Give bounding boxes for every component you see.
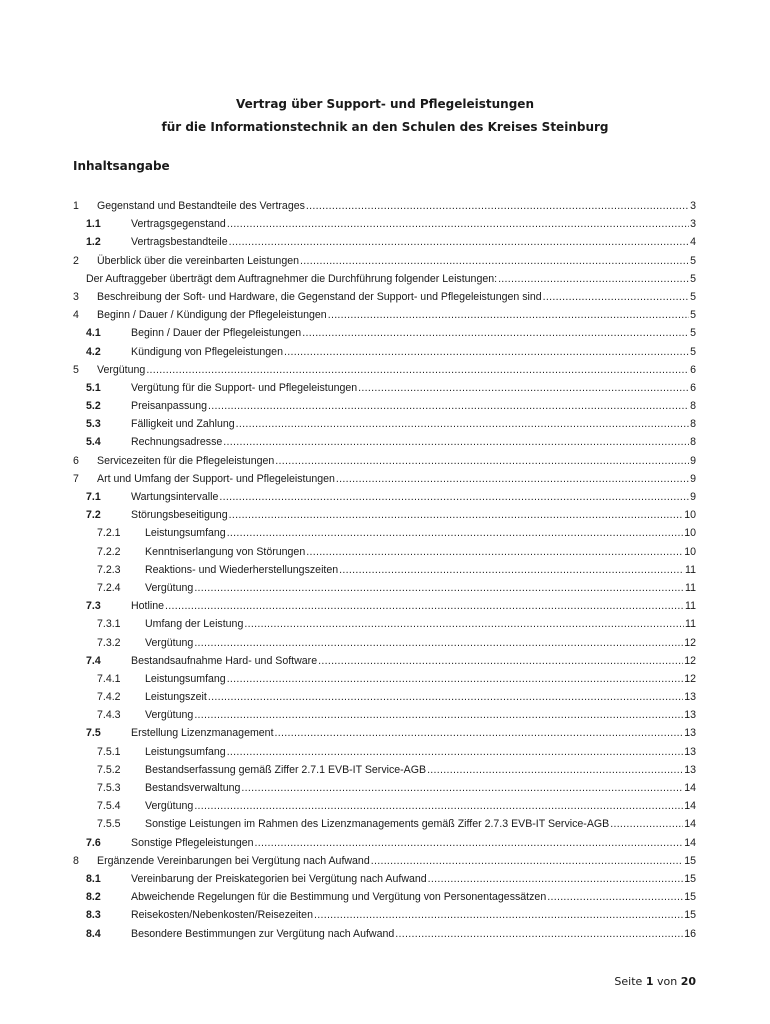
toc-entry-label: Abweichende Regelungen für die Bestimmung und Vergütung von Personentagessätzen (131, 891, 547, 904)
toc-entry-label: Überblick über die vereinbarten Leistungen (97, 254, 299, 267)
toc-entry-number: 7.5.1 (97, 745, 121, 758)
toc-entry-page: 9 (690, 491, 696, 503)
toc-entry-page: 14 (684, 800, 696, 813)
toc-entry-page: 13 (684, 709, 696, 722)
toc-entry-page: 15 (684, 854, 696, 867)
toc-entry-number: 7.3 (86, 600, 101, 613)
toc-entry-page: 6 (690, 381, 696, 394)
toc-leader-dots (146, 361, 689, 379)
toc-entry-page: 13 (684, 727, 696, 740)
toc-entry-label: Störungsbeseitigung (131, 509, 228, 522)
toc-entry-number: 7.5 (86, 727, 101, 740)
toc-entry-page: 8 (690, 436, 696, 449)
toc-entry-number: 1 (73, 200, 79, 212)
toc-entry-page: 5 (690, 309, 696, 322)
toc-entry[interactable] (0, 597, 770, 615)
toc-entry-number: 7.4 (86, 654, 101, 667)
toc-entry-number: 7.4.2 (97, 691, 121, 704)
toc-entry[interactable] (0, 415, 770, 433)
toc-entry[interactable] (0, 324, 770, 342)
toc-entry-number: 8.2 (86, 891, 101, 904)
toc-entry-page: 11 (685, 618, 696, 631)
toc-entry-number: 1.1 (86, 218, 101, 231)
toc-entry-label: Servicezeiten für die Pflegeleistungen (97, 454, 275, 467)
toc-leader-dots (314, 906, 683, 924)
toc-entry-page: 11 (685, 581, 696, 594)
toc-entry[interactable] (0, 815, 770, 833)
toc-entry[interactable] (0, 834, 770, 852)
toc-entry-number: 5.4 (86, 436, 101, 449)
toc-entry-number: 7.4.3 (97, 709, 121, 722)
toc-entry[interactable] (0, 743, 770, 761)
toc-entry[interactable] (0, 906, 770, 924)
toc-entry-page: 12 (684, 654, 696, 667)
toc-entry[interactable] (0, 888, 770, 906)
toc-leader-dots (194, 797, 683, 815)
toc-entry-page: 13 (684, 691, 696, 704)
toc-entry-number: 7.2.4 (97, 581, 121, 594)
toc-entry-label: Vergütung für die Support- und Pflegeleistungen (131, 381, 358, 394)
toc-entry-number: 4.2 (86, 345, 101, 358)
toc-entry-number: 7.2.1 (97, 527, 121, 540)
toc-entry[interactable] (0, 688, 770, 706)
toc-entry[interactable] (0, 197, 770, 215)
toc-entry-number: 7.2.2 (97, 545, 121, 558)
toc-leader-dots (229, 233, 690, 251)
toc-entry-label: Leistungszeit (145, 691, 207, 704)
toc-leader-dots (275, 724, 684, 742)
toc-entry[interactable] (0, 470, 770, 488)
toc-leader-dots (236, 415, 689, 433)
toc-entry[interactable] (0, 543, 770, 561)
toc-entry-page: 12 (684, 672, 696, 685)
toc-entry-page: 11 (685, 600, 696, 613)
toc-entry-number: 7.3.2 (97, 636, 121, 649)
toc-leader-dots (339, 561, 684, 579)
toc-entry[interactable] (0, 506, 770, 524)
toc-entry-label: Der Auftraggeber überträgt dem Auftragnehmer die Durchführung folgender Leistungen: (86, 272, 498, 285)
toc-entry-label: Vertragsbestandteile (131, 236, 228, 249)
toc-leader-dots (610, 815, 683, 833)
toc-entry[interactable] (0, 724, 770, 742)
toc-entry[interactable] (0, 706, 770, 724)
toc-leader-dots (395, 925, 683, 943)
toc-entry-label: Vereinbarung der Preiskategorien bei Vergütung nach Aufwand (131, 872, 427, 885)
page-footer (614, 975, 696, 988)
toc-entry-number: 7.5.3 (97, 782, 121, 794)
toc-entry[interactable] (0, 397, 770, 415)
footer-total-pages: 20 (680, 975, 696, 988)
toc-leader-dots (284, 343, 689, 361)
toc-entry-label: Gegenstand und Bestandteile des Vertrages (97, 200, 305, 212)
toc-entry-page: 10 (684, 509, 696, 522)
toc-entry-page: 5 (690, 272, 696, 285)
footer-prefix: Seite (614, 975, 643, 988)
toc-leader-dots (318, 652, 683, 670)
toc-entry-page: 9 (690, 454, 696, 467)
toc-entry[interactable] (0, 379, 770, 397)
toc-entry-label: Vergütung (145, 800, 194, 813)
toc-entry-number: 2 (73, 254, 79, 267)
toc-leader-dots (208, 397, 689, 415)
toc-entry-label: Beginn / Dauer der Pflegeleistungen (131, 327, 302, 340)
toc-leader-dots (275, 452, 689, 470)
toc-leader-dots (306, 197, 689, 215)
toc-entry-number: 8.4 (86, 927, 101, 940)
toc-entry-number: 7.5.2 (97, 763, 121, 776)
toc-leader-dots (219, 488, 689, 506)
toc-entry-label: Hotline (131, 600, 164, 613)
toc-leader-dots (229, 506, 684, 524)
toc-leader-dots (300, 252, 689, 270)
toc-entry-label: Vergütung (145, 709, 194, 722)
toc-entry-page: 14 (684, 836, 696, 849)
toc-entry-number: 7.2.3 (97, 563, 121, 576)
toc-leader-dots (227, 524, 684, 542)
toc-entry-number: 5 (73, 363, 79, 376)
toc-entry[interactable] (0, 561, 770, 579)
toc-entry-label: Reisekosten/Nebenkosten/Reisezeiten (131, 909, 313, 922)
toc-entry-label: Vergütung (97, 363, 146, 376)
table-of-contents (0, 197, 770, 943)
toc-entry-number: 8 (73, 854, 79, 867)
footer-separator: von (656, 975, 678, 988)
toc-leader-dots (223, 433, 689, 451)
toc-entry-label: Erstellung Lizenzmanagement (131, 727, 274, 740)
toc-entry-label: Reaktions- und Wiederherstellungszeiten (145, 563, 339, 576)
toc-entry[interactable] (0, 488, 770, 506)
toc-entry-number: 5.1 (86, 381, 101, 394)
toc-entry-number: 7.5.5 (97, 818, 121, 831)
toc-entry-label: Wartungsintervalle (131, 491, 219, 503)
toc-entry[interactable] (0, 343, 770, 361)
footer-current-page: 1 (645, 975, 654, 988)
toc-entry-page: 13 (684, 745, 696, 758)
toc-entry-label: Bestandsverwaltung (145, 782, 241, 794)
toc-entry-number: 7 (73, 472, 79, 485)
toc-entry[interactable] (0, 361, 770, 379)
toc-leader-dots (547, 888, 683, 906)
toc-entry-page: 10 (684, 545, 696, 558)
toc-entry[interactable] (0, 797, 770, 815)
toc-leader-dots (371, 852, 683, 870)
toc-entry-label: Beginn / Dauer / Kündigung der Pflegeleistungen (97, 309, 327, 322)
toc-entry-number: 5.3 (86, 418, 101, 431)
document-title-line2: für die Informationstechnik an den Schulen des Kreises Steinburg (161, 120, 609, 134)
toc-entry-page: 5 (690, 327, 696, 340)
toc-entry-number: 8.3 (86, 909, 101, 922)
toc-entry-page: 5 (690, 345, 696, 358)
toc-entry-label: Bestandserfassung gemäß Ziffer 2.7.1 EVB-IT Service-AGB (145, 763, 427, 776)
toc-entry[interactable] (0, 925, 770, 943)
toc-leader-dots (358, 379, 689, 397)
toc-leader-dots (498, 270, 689, 288)
toc-entry-page: 6 (690, 363, 696, 376)
toc-entry-number: 1.2 (86, 236, 101, 249)
toc-entry-label: Leistungsumfang (145, 672, 226, 685)
toc-entry[interactable] (0, 288, 770, 306)
toc-entry-page: 14 (684, 818, 696, 831)
toc-entry-label: Ergänzende Vereinbarungen bei Vergütung nach Aufwand (97, 854, 370, 867)
toc-entry-page: 3 (690, 218, 696, 231)
toc-leader-dots (244, 615, 684, 633)
toc-entry-number: 7.1 (86, 491, 101, 503)
toc-leader-dots (543, 288, 689, 306)
toc-entry-number: 7.2 (86, 509, 101, 522)
toc-leader-dots (194, 634, 683, 652)
toc-leader-dots (302, 324, 689, 342)
toc-entry[interactable] (0, 761, 770, 779)
toc-leader-dots (427, 761, 683, 779)
toc-leader-dots (227, 670, 684, 688)
toc-entry-number: 7.3.1 (97, 618, 121, 631)
toc-entry-page: 15 (684, 891, 696, 904)
toc-leader-dots (194, 579, 684, 597)
toc-entry-page: 14 (684, 782, 696, 794)
toc-entry-label: Beschreibung der Soft- und Hardware, die Gegenstand der Support- und Pflegeleistungen sind (97, 290, 542, 303)
toc-entry-page: 5 (690, 254, 696, 267)
toc-leader-dots (428, 870, 684, 888)
toc-entry-label: Kündigung von Pflegeleistungen (131, 345, 283, 358)
toc-leader-dots (227, 215, 689, 233)
toc-leader-dots (227, 743, 684, 761)
toc-entry-label: Art und Umfang der Support- und Pflegeleistungen (97, 472, 335, 485)
toc-entry[interactable] (0, 852, 770, 870)
toc-entry-page: 10 (684, 527, 696, 540)
toc-entry-label: Preisanpassung (131, 400, 207, 413)
toc-entry-page: 12 (684, 636, 696, 649)
toc-leader-dots (194, 706, 683, 724)
toc-entry-label: Leistungsumfang (145, 527, 226, 540)
toc-entry[interactable] (0, 433, 770, 451)
toc-entry-page: 15 (684, 909, 696, 922)
toc-entry-number: 4.1 (86, 327, 101, 340)
toc-entry[interactable] (0, 870, 770, 888)
toc-entry-page: 8 (690, 400, 696, 413)
toc-entry-page: 9 (690, 472, 696, 485)
toc-entry-label: Fälligkeit und Zahlung (131, 418, 235, 431)
toc-entry[interactable] (0, 215, 770, 233)
toc-entry-number: 6 (73, 454, 79, 467)
toc-entry-number: 5.2 (86, 400, 101, 413)
toc-heading: Inhaltsangabe (73, 159, 170, 173)
toc-entry[interactable] (0, 670, 770, 688)
toc-entry[interactable] (0, 524, 770, 542)
toc-entry[interactable] (0, 579, 770, 597)
toc-entry-label: Vergütung (145, 581, 194, 594)
toc-entry-number: 7.6 (86, 836, 101, 849)
toc-entry-label: Vergütung (145, 636, 194, 649)
toc-entry-label: Sonstige Pflegeleistungen (131, 836, 254, 849)
toc-entry[interactable] (0, 252, 770, 270)
toc-entry-page: 8 (690, 418, 696, 431)
toc-entry[interactable] (0, 306, 770, 324)
toc-entry-number: 7.5.4 (97, 800, 121, 813)
toc-entry[interactable] (0, 634, 770, 652)
toc-leader-dots (328, 306, 689, 324)
toc-entry-page: 4 (690, 236, 696, 249)
toc-entry-page: 15 (684, 872, 696, 885)
toc-entry-label: Besondere Bestimmungen zur Vergütung nach Aufwand (131, 927, 395, 940)
toc-entry-label: Sonstige Leistungen im Rahmen des Lizenzmanagements gemäß Ziffer 2.7.3 EVB-IT Service-AGB (145, 818, 610, 831)
toc-entry-page: 16 (684, 927, 696, 940)
document-title-line1: Vertrag über Support- und Pflegeleistungen (235, 97, 534, 111)
toc-entry[interactable] (0, 270, 770, 288)
toc-entry-label: Bestandsaufnahme Hard- und Software (131, 654, 318, 667)
toc-entry-page: 5 (690, 290, 696, 303)
toc-entry[interactable] (0, 652, 770, 670)
toc-leader-dots (208, 688, 683, 706)
toc-leader-dots (165, 597, 684, 615)
toc-entry-label: Leistungsumfang (145, 745, 226, 758)
toc-entry-label: Kenntniserlangung von Störungen (145, 545, 306, 558)
toc-entry[interactable] (0, 452, 770, 470)
toc-leader-dots (336, 470, 689, 488)
toc-entry-number: 7.4.1 (97, 672, 121, 685)
toc-leader-dots (306, 543, 683, 561)
toc-entry-page: 13 (684, 763, 696, 776)
toc-entry[interactable] (0, 615, 770, 633)
toc-entry-label: Umfang der Leistung (145, 618, 244, 631)
toc-leader-dots (241, 779, 683, 797)
toc-entry-number: 8.1 (86, 872, 101, 885)
toc-entry-page: 11 (685, 563, 696, 576)
toc-entry-page: 3 (690, 200, 696, 212)
toc-entry-number: 4 (73, 309, 79, 322)
toc-entry[interactable] (0, 779, 770, 797)
toc-entry-number: 3 (73, 290, 79, 303)
toc-entry[interactable] (0, 233, 770, 251)
toc-leader-dots (255, 834, 684, 852)
toc-entry-label: Vertragsgegenstand (131, 218, 226, 231)
toc-entry-label: Rechnungsadresse (131, 436, 223, 449)
